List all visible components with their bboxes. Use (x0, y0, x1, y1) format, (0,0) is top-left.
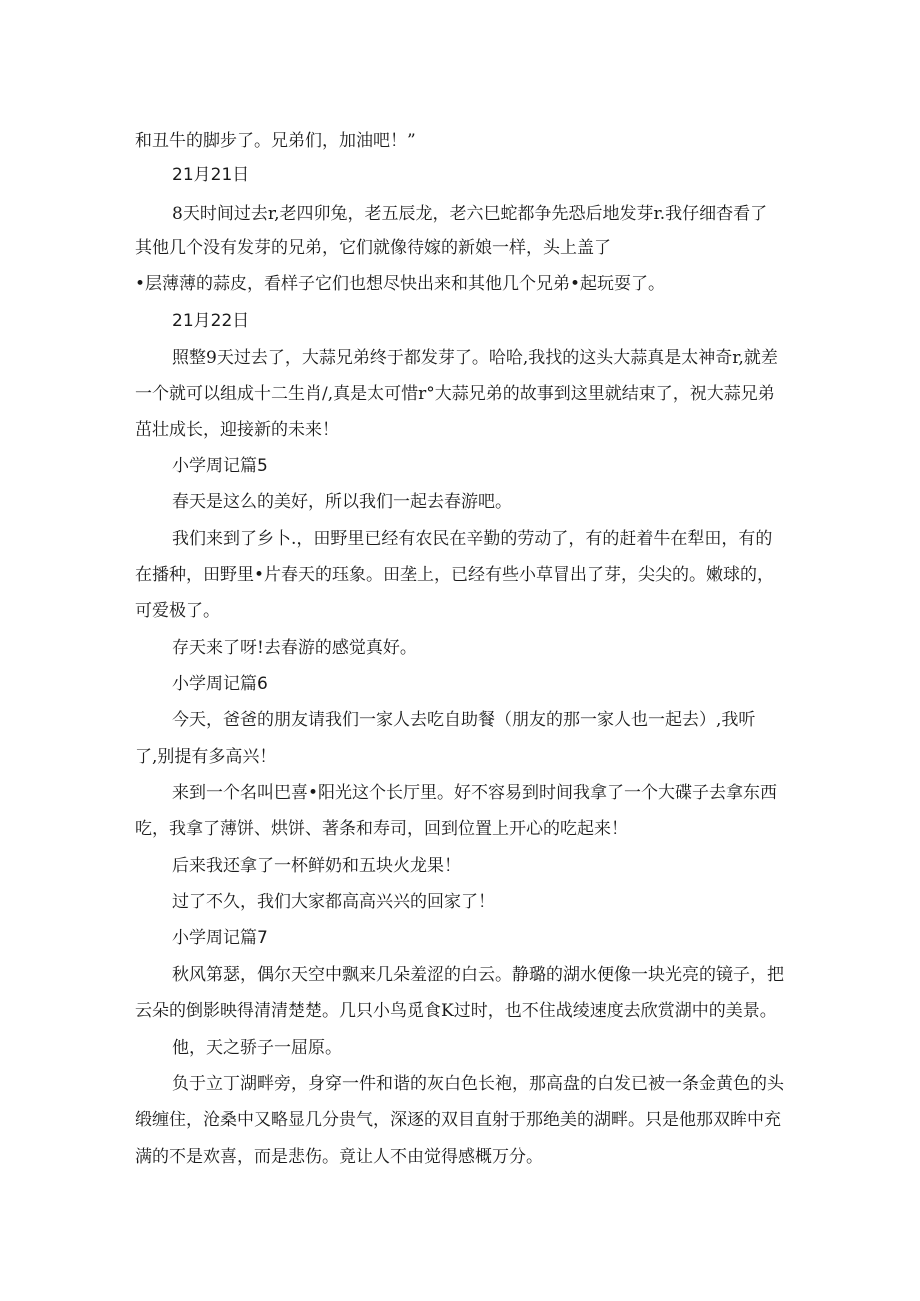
text-line: 照整9天过去了，大蒜兄弟终于都发芽了。哈哈,我找的这头大蒜真是太神奇r,就差 (172, 348, 778, 368)
text-line: 和丑牛的脚步了。兄弟们，加油吧！” (135, 131, 416, 151)
text-line: 茁壮成长，迎接新的未来！ (135, 420, 339, 440)
text-line: 云朵的倒影映得清清楚楚。几只小鸟觅食K过时，也不住战绫速度去欣赏湖中的美景。 (135, 1001, 777, 1021)
text-line: 吃，我拿了薄饼、烘饼、著条和寿司，回到位置上开心的吃起来！ (135, 819, 628, 839)
text-line: 春天是这么的美好，所以我们一起去春游吧。 (172, 492, 512, 512)
section-heading: 小学周记篇6 (172, 674, 268, 694)
text-line: 负于立丁湖畔旁，身穿一件和谐的灰白色长袍，那高盘的白发已被一条金黄色的头 (172, 1074, 784, 1094)
text-line: 其他几个没有发芽的兄弟，它们就像待嫁的新娘一样，头上盖了 (135, 238, 611, 258)
text-line: 8天时间过去r,老四卯兔，老五辰龙，老六巳蛇都争先恐后地发芽r.我仔细杳看了 (172, 204, 768, 224)
text-line: 缎缠住，沧桑中又略显几分贵气，深逐的双目直射于那绝美的湖畔。只是他那双眸中充 (135, 1110, 781, 1130)
text-line: 他，天之骄子一屈原。 (172, 1038, 342, 1058)
text-line: 存天来了呀!去春游的感觉真好。 (172, 638, 417, 658)
text-line: 可爱极了。 (135, 601, 220, 621)
text-line: 我们来到了乡卜.，田野里已经有农民在辛勤的劳动了，有的赶着牛在犁田，有的 (172, 529, 773, 549)
text-line: 来到一个名叫巴喜•阳光这个长厅里。好不容易到时间我拿了一个大碟子去拿东西 (172, 783, 778, 803)
text-line: 秋风第瑟，偶尔天空中飘来几朵羞涩的白云。静璐的湖水便像一块光亮的镜子，把 (172, 965, 784, 985)
date-line: 21月21日 (172, 165, 250, 185)
text-line: 一个就可以组成十二生肖/,真是太可惜r°大蒜兄弟的故事到这里就结束了，祝大蒜兄弟 (135, 384, 775, 404)
section-heading: 小学周记篇7 (172, 928, 268, 948)
text-line: 后来我还拿了一杯鲜奶和五块火龙果！ (172, 856, 461, 876)
text-line: •层薄薄的蒜皮，看样子它们也想尽快出来和其他几个兄弟•起玩耍了。 (135, 274, 666, 294)
text-line: 在播种，田野里•片春天的珏象。田垄上，已经有些小草冒出了芽，尖尖的。嫩球的， (135, 565, 775, 585)
text-line: 满的不是欢喜，而是悲伤。竟让人不由觉得感概万分。 (135, 1147, 543, 1167)
text-line: 过了不久，我们大家都高高兴兴的回家了！ (172, 892, 495, 912)
text-line: 了,别提有多高兴！ (135, 747, 277, 767)
date-line: 21月22日 (172, 311, 250, 331)
section-heading: 小学周记篇5 (172, 456, 268, 476)
text-line: 今天，爸爸的朋友请我们一家人去吃自助餐（朋友的那一家人也一起去）,我听 (172, 710, 756, 730)
